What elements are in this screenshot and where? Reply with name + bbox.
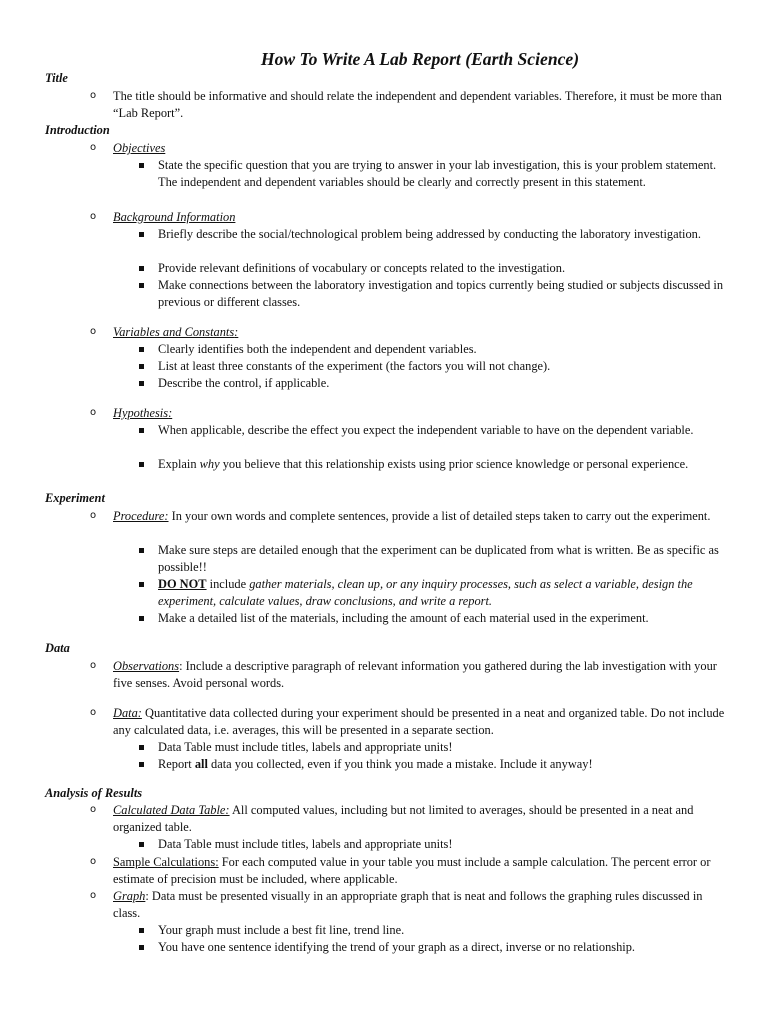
circle-bullet-icon: o [90, 326, 97, 337]
list-item-procedure-3 [158, 610, 724, 627]
list-item-data [90, 705, 728, 739]
section-heading-data: Data [45, 641, 70, 655]
list-item-text: Briefly describe the social/technological problem being addressed by conducting the laboratory investigation. [158, 227, 701, 241]
list-item-text: When applicable, describe the effect you expect the independent variable to have on the dependent variable. [158, 423, 694, 437]
list-item-procedure-1 [158, 542, 724, 576]
hypothesis-label: Hypothesis: [113, 406, 173, 420]
list-item-text: Data Table must include titles, labels and appropriate units! [158, 837, 453, 851]
list-item-text: Clearly identifies both the independent and dependent variables. [158, 342, 477, 356]
list-item-text: Make sure steps are detailed enough that the experiment can be duplicated from what is written. Be as specific as possible!! [158, 543, 719, 575]
list-item-text: You have one sentence identifying the trend of your graph as a direct, inverse or no relationship. [158, 940, 636, 954]
objectives-label: Objectives [113, 141, 166, 155]
list-item-text: Calculated Data Table: All computed values, including but not limited to averages, should be presented in a neat and organized table. [113, 803, 694, 835]
list-item-data-1 [158, 739, 724, 756]
list-item-calculated-1 [158, 836, 724, 853]
list-item-calculated [90, 802, 728, 836]
calculated-label: Calculated Data Table: [113, 803, 230, 817]
sample-label: Sample Calculations: [113, 855, 219, 869]
square-bullet-icon [139, 745, 144, 750]
list-item-text: The title should be informative and should relate the independent and dependent variables. Therefore, it must be more than “Lab Report”. [113, 89, 722, 121]
page-title: How To Write A Lab Report (Earth Science) [260, 49, 580, 69]
section-heading-analysis: Analysis of Results [45, 786, 143, 800]
list-item-graph [90, 888, 728, 922]
square-bullet-icon [139, 762, 144, 767]
circle-bullet-icon: o [90, 804, 97, 815]
list-item-text: Data: Quantitative data collected during your experiment should be presented in a neat and organized table. Do not include any calculated data, i.e. averages, this will be presented in a separate section. [113, 706, 725, 738]
list-item-hypothesis [90, 405, 728, 422]
list-item-objectives [90, 140, 728, 157]
list-item-background-1 [158, 226, 724, 243]
list-item-title-text [90, 88, 728, 122]
circle-bullet-icon: o [90, 90, 97, 101]
square-bullet-icon [139, 582, 144, 587]
list-item-text: Data Table must include titles, labels and appropriate units! [158, 740, 453, 754]
list-item-observations [90, 658, 728, 692]
circle-bullet-icon: o [90, 211, 97, 222]
list-item-background-3 [158, 277, 724, 311]
list-item-text: Describe the control, if applicable. [158, 376, 330, 390]
square-bullet-icon [139, 616, 144, 621]
list-item-hypothesis-2 [158, 456, 724, 473]
section-heading-experiment: Experiment [45, 491, 105, 505]
list-item-background [90, 209, 728, 226]
list-item-background-2 [158, 260, 724, 277]
circle-bullet-icon: o [90, 510, 97, 521]
list-item-graph-1 [158, 922, 724, 939]
square-bullet-icon [139, 928, 144, 933]
square-bullet-icon [139, 428, 144, 433]
list-item-text: Report all data you collected, even if you think you made a mistake. Include it anyway! [158, 757, 593, 771]
list-item-procedure-2 [158, 576, 724, 610]
list-item-text: Explain why you believe that this relationship exists using prior science knowledge or personal experience. [158, 457, 689, 471]
graph-label: Graph [113, 889, 146, 903]
square-bullet-icon [139, 283, 144, 288]
list-item-sample [90, 854, 728, 888]
list-item-text: State the specific question that you are trying to answer in your lab investigation, this is your problem statement. The independent and dependent variables should be clearly and correctly present in this statement. [158, 158, 717, 190]
list-item-text: List at least three constants of the experiment (the factors you will not change). [158, 359, 551, 373]
list-item-objectives-1 [158, 157, 724, 191]
list-item-text: Sample Calculations: For each computed value in your table you must include a sample calculation. The percent error or estimate of precision must be included, where applicable. [113, 855, 711, 887]
circle-bullet-icon: o [90, 660, 97, 671]
list-item-text: Make connections between the laboratory investigation and topics currently being studied or subjects discussed in previous or different classes. [158, 278, 724, 310]
list-item-variables-1 [158, 341, 724, 358]
list-item-text: Your graph must include a best fit line, trend line. [158, 923, 405, 937]
circle-bullet-icon: o [90, 856, 97, 867]
list-item-procedure [90, 508, 728, 525]
circle-bullet-icon: o [90, 407, 97, 418]
list-item-data-2 [158, 756, 724, 773]
list-item-variables-2 [158, 358, 724, 375]
square-bullet-icon [139, 548, 144, 553]
square-bullet-icon [139, 347, 144, 352]
square-bullet-icon [139, 266, 144, 271]
circle-bullet-icon: o [90, 142, 97, 153]
list-item-text: Graph: Data must be presented visually in an appropriate graph that is neat and follows the graphing rules discussed in class. [113, 889, 703, 921]
observations-label: Observations [113, 659, 180, 673]
section-heading-title: Title [45, 71, 68, 85]
list-item-text: Provide relevant definitions of vocabulary or concepts related to the investigation. [158, 261, 566, 275]
square-bullet-icon [139, 945, 144, 950]
circle-bullet-icon: o [90, 707, 97, 718]
square-bullet-icon [139, 381, 144, 386]
background-label: Background Information [113, 210, 236, 224]
list-item-graph-2 [158, 939, 724, 956]
list-item-variables-3 [158, 375, 724, 392]
square-bullet-icon [139, 163, 144, 168]
list-item-text: DO NOT include gather materials, clean up, or any inquiry processes, such as select a variable, design the experiment, calculate values, draw conclusions, and write a report. [158, 577, 693, 609]
variables-label: Variables and Constants: [113, 325, 239, 339]
list-item-text: Observations: Include a descriptive paragraph of relevant information you gathered during the lab investigation with your five senses. Avoid personal words. [113, 659, 717, 691]
square-bullet-icon [139, 462, 144, 467]
square-bullet-icon [139, 232, 144, 237]
list-item-hypothesis-1 [158, 422, 724, 439]
circle-bullet-icon: o [90, 890, 97, 901]
square-bullet-icon [139, 364, 144, 369]
procedure-label: Procedure: [113, 509, 169, 523]
list-item-text: Make a detailed list of the materials, including the amount of each material used in the experiment. [158, 611, 649, 625]
list-item-variables [90, 324, 728, 341]
square-bullet-icon [139, 842, 144, 847]
list-item-text: Procedure: In your own words and complete sentences, provide a list of detailed steps taken to carry out the experiment. [113, 509, 711, 523]
data-label: Data: [113, 706, 142, 720]
section-heading-introduction: Introduction [45, 123, 110, 137]
